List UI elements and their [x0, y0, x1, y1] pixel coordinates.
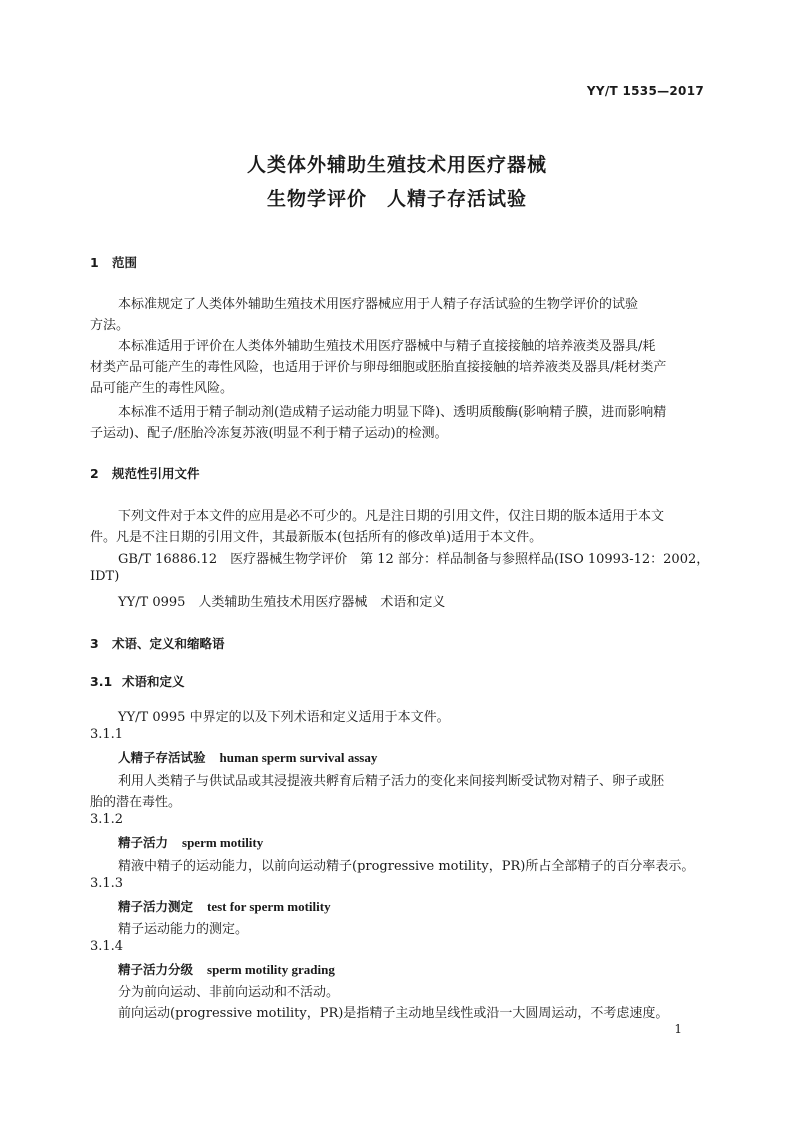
subsection-number: 3.1 — [90, 674, 113, 689]
term-en: test for sperm motility — [207, 899, 331, 914]
term-zh: 精子活力 — [118, 835, 169, 850]
section-3-heading — [90, 634, 225, 652]
term-zh: 人精子存活试验 — [118, 750, 206, 765]
definition: 分为前向运动、非前向运动和不活动。 — [118, 985, 340, 1000]
term-heading — [118, 897, 331, 915]
section-2-heading — [90, 464, 200, 482]
term-en: sperm motility — [182, 835, 264, 850]
term-number: 3.1.4 — [90, 939, 124, 954]
subsection-title: 术语和定义 — [122, 674, 185, 689]
reference-entry: IDT) — [90, 569, 120, 584]
definition: 前向运动(progressive motility，PR)是指精子主动地呈线性或沿一大圆周运动，不考虑速度。 — [118, 1006, 669, 1021]
term-heading — [118, 748, 377, 766]
term-en: sperm motility grading — [207, 962, 335, 977]
reference-entry: GB/T 16886.12 医疗器械生物学评价 第 12 部分：样品制备与参照样品(ISO 10993-12：2002， — [118, 552, 710, 567]
document-title-line1: 人类体外辅助生殖技术用医疗器械 — [246, 154, 547, 176]
standard-number: YY/T 1535—2017 — [586, 84, 704, 98]
section-1-heading — [90, 253, 137, 271]
section-number: 3 — [90, 636, 99, 651]
paragraph: 本标准规定了人类体外辅助生殖技术用医疗器械应用于人精子存活试验的生物学评价的试验 — [118, 297, 639, 312]
document-title-line2: 生物学评价 人精子存活试验 — [266, 188, 527, 210]
term-en: human sperm survival assay — [219, 750, 378, 765]
section-title: 范围 — [112, 255, 138, 270]
term-heading — [118, 833, 263, 851]
section-title: 术语、定义和缩略语 — [112, 636, 225, 651]
definition: 精液中精子的运动能力，以前向运动精子(progressive motility，PR)所占全部精子的百分率表示。 — [118, 859, 695, 874]
term-number: 3.1.3 — [90, 876, 124, 891]
paragraph: 件。凡是不注日期的引用文件，其最新版本(包括所有的修改单)适用于本文件。 — [90, 530, 543, 545]
definition: 利用人类精子与供试品或其浸提液共孵育后精子活力的变化来间接判断受试物对精子、卵子或胚 — [118, 774, 665, 789]
paragraph: 子运动)、配子/胚胎冷冻复苏液(明显不利于精子运动)的检测。 — [90, 426, 448, 441]
definition: 胎的潜在毒性。 — [90, 795, 182, 810]
paragraph: YY/T 0995 中界定的以及下列术语和定义适用于本文件。 — [118, 710, 450, 725]
paragraph: 本标准适用于评价在人类体外辅助生殖技术用医疗器械中与精子直接接触的培养液类及器具/耗 — [118, 339, 656, 354]
paragraph: 品可能产生的毒性风险。 — [90, 381, 234, 396]
page-number: 1 — [674, 1022, 682, 1036]
section-number: 2 — [90, 466, 99, 481]
paragraph: 下列文件对于本文件的应用是必不可少的。凡是注日期的引用文件，仅注日期的版本适用于本文 — [118, 509, 665, 524]
reference-entry: YY/T 0995 人类辅助生殖技术用医疗器械 术语和定义 — [118, 595, 446, 610]
paragraph: 方法。 — [90, 318, 130, 333]
definition: 精子运动能力的测定。 — [118, 922, 249, 937]
subsection-3-1-heading — [90, 672, 185, 690]
section-title: 规范性引用文件 — [112, 466, 200, 481]
term-zh: 精子活力分级 — [118, 962, 194, 977]
term-number: 3.1.1 — [90, 727, 124, 742]
section-number: 1 — [90, 255, 99, 270]
term-heading — [118, 960, 335, 978]
term-zh: 精子活力测定 — [118, 899, 194, 914]
term-number: 3.1.2 — [90, 812, 124, 827]
paragraph: 材类产品可能产生的毒性风险，也适用于评价与卵母细胞或胚胎直接接触的培养液类及器具/耗材类产 — [90, 360, 667, 375]
paragraph: 本标准不适用于精子制动剂(造成精子运动能力明显下降)、透明质酸酶(影响精子膜，进而影响精 — [118, 405, 667, 420]
